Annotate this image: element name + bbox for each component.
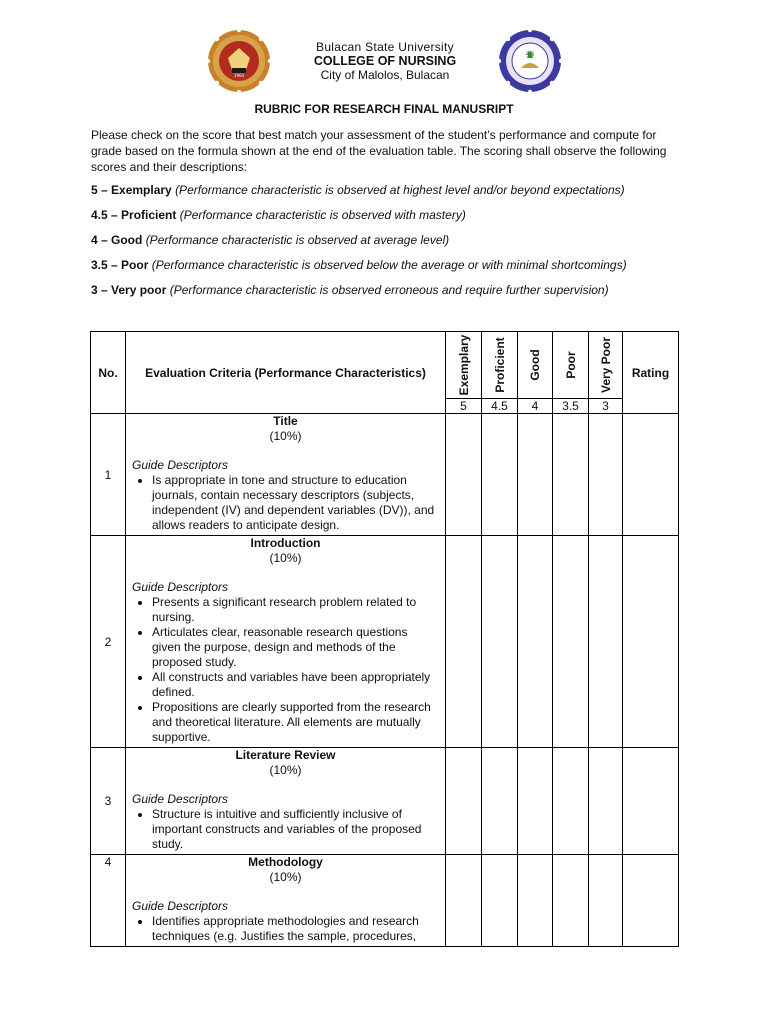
table-header-row bbox=[91, 332, 679, 399]
score-label: 3 – Very poor bbox=[91, 283, 167, 297]
college-name: COLLEGE OF NURSING bbox=[313, 54, 457, 68]
score-checkbox-cell[interactable] bbox=[553, 855, 589, 947]
descriptor-item: • Structure is intuitive and sufficiently inclusive of important constructs and variables of the proposed study. bbox=[152, 807, 439, 852]
rubric-table bbox=[90, 331, 679, 947]
criteria-weight: (10%) bbox=[269, 870, 302, 884]
descriptor-item: • All constructs and variables have been appropriately defined. bbox=[152, 670, 439, 700]
score-checkbox-cell[interactable] bbox=[482, 748, 518, 855]
svg-text:46: 46 bbox=[525, 51, 535, 58]
university-seal-logo bbox=[206, 28, 272, 94]
score-checkbox-cell[interactable] bbox=[553, 748, 589, 855]
score-description bbox=[91, 183, 625, 197]
criteria-cell bbox=[126, 414, 446, 536]
column-header-good: Good bbox=[518, 332, 553, 399]
criteria-weight: (10%) bbox=[269, 429, 302, 443]
score-checkbox-cell[interactable] bbox=[446, 748, 482, 855]
row-number: 3 bbox=[91, 748, 126, 855]
criteria-cell bbox=[126, 748, 446, 855]
row-number: 4 bbox=[91, 855, 126, 947]
criteria-cell bbox=[126, 536, 446, 748]
rating-cell[interactable] bbox=[623, 748, 679, 855]
score-checkbox-cell[interactable] bbox=[589, 536, 623, 748]
score-checkbox-cell[interactable] bbox=[518, 414, 553, 536]
criteria-weight: (10%) bbox=[269, 763, 302, 777]
column-header-very-poor: Very Poor bbox=[589, 332, 623, 399]
score-desc: (Performance characteristic is observed erroneous and require further supervision) bbox=[169, 283, 609, 297]
score-description bbox=[91, 258, 627, 272]
criteria-title: Literature Review bbox=[235, 748, 336, 762]
score-checkbox-cell[interactable] bbox=[589, 414, 623, 536]
row-number: 2 bbox=[91, 536, 126, 748]
score-description bbox=[91, 233, 449, 247]
rating-cell[interactable] bbox=[623, 536, 679, 748]
svg-text:1904: 1904 bbox=[233, 73, 245, 78]
score-checkbox-cell[interactable] bbox=[482, 536, 518, 748]
criteria-title: Methodology bbox=[248, 855, 323, 869]
descriptor-item: • Presents a significant research problem related to nursing. bbox=[152, 595, 439, 625]
descriptor-item: • Identifies appropriate methodologies and research techniques (e.g. Justifies the sample, procedures, bbox=[152, 914, 439, 944]
criteria-cell bbox=[126, 855, 446, 947]
row-number: 1 bbox=[91, 414, 126, 536]
score-checkbox-cell[interactable] bbox=[482, 855, 518, 947]
guide-descriptors-label: Guide Descriptors bbox=[132, 899, 229, 913]
score-checkbox-cell[interactable] bbox=[518, 536, 553, 748]
score-value: 4.5 bbox=[482, 399, 518, 414]
score-value: 5 bbox=[446, 399, 482, 414]
column-header-proficient: Proficient bbox=[482, 332, 518, 399]
score-checkbox-cell[interactable] bbox=[518, 748, 553, 855]
column-header-rating: Rating bbox=[623, 332, 679, 414]
score-checkbox-cell[interactable] bbox=[589, 855, 623, 947]
table-row bbox=[91, 536, 679, 748]
column-header-poor: Poor bbox=[553, 332, 589, 399]
score-description bbox=[91, 283, 609, 297]
score-desc: (Performance characteristic is observed at highest level and/or beyond expectations) bbox=[175, 183, 625, 197]
score-checkbox-cell[interactable] bbox=[446, 414, 482, 536]
instructions-paragraph: Please check on the score that best match your assessment of the student’s performance and compute for grade based on the formula shown at the end of the evaluation table. The scoring shall observe the following scores and their descriptions: bbox=[91, 128, 667, 174]
university-name: Bulacan State University bbox=[316, 40, 454, 54]
table-row bbox=[91, 855, 679, 947]
column-header-criteria: Evaluation Criteria (Performance Characteristics) bbox=[126, 332, 446, 414]
header-block bbox=[290, 40, 480, 82]
table-row bbox=[91, 748, 679, 855]
score-desc: (Performance characteristic is observed at average level) bbox=[145, 233, 450, 247]
score-value: 4 bbox=[518, 399, 553, 414]
score-checkbox-cell[interactable] bbox=[482, 414, 518, 536]
criteria-title: Title bbox=[273, 414, 298, 428]
score-checkbox-cell[interactable] bbox=[518, 855, 553, 947]
criteria-title: Introduction bbox=[250, 536, 321, 550]
score-label: 4 – Good bbox=[91, 233, 143, 247]
document-title: RUBRIC FOR RESEARCH FINAL MANUSRIPT bbox=[254, 102, 514, 116]
score-value: 3 bbox=[589, 399, 623, 414]
score-checkbox-cell[interactable] bbox=[589, 748, 623, 855]
score-desc: (Performance characteristic is observed below the average or with minimal shortcomings) bbox=[151, 258, 627, 272]
score-checkbox-cell[interactable] bbox=[446, 536, 482, 748]
score-checkbox-cell[interactable] bbox=[446, 855, 482, 947]
rating-cell[interactable] bbox=[623, 414, 679, 536]
descriptor-item: • Articulates clear, reasonable research questions given the purpose, design and methods of the proposed study. bbox=[152, 625, 439, 670]
descriptor-item: • Propositions are clearly supported from the research and theoretical literature. All elements are mutually supportive. bbox=[152, 700, 439, 745]
score-description bbox=[91, 208, 466, 222]
college-seal-logo bbox=[497, 28, 563, 94]
table-row bbox=[91, 414, 679, 536]
score-label: 3.5 – Poor bbox=[91, 258, 149, 272]
score-label: 5 – Exemplary bbox=[91, 183, 172, 197]
guide-descriptors-label: Guide Descriptors bbox=[132, 792, 229, 806]
score-value: 3.5 bbox=[553, 399, 589, 414]
column-header-exemplary: Exemplary bbox=[446, 332, 482, 399]
city-name: City of Malolos, Bulacan bbox=[320, 68, 450, 82]
score-label: 4.5 – Proficient bbox=[91, 208, 177, 222]
rating-cell[interactable] bbox=[623, 855, 679, 947]
score-checkbox-cell[interactable] bbox=[553, 414, 589, 536]
descriptor-item: • Is appropriate in tone and structure to education journals, contain necessary descriptors (subjects, independent (IV) and dependent variables (DV)), and allows readers to anticipate design. bbox=[152, 473, 439, 533]
criteria-weight: (10%) bbox=[269, 551, 302, 565]
score-desc: (Performance characteristic is observed with mastery) bbox=[179, 208, 466, 222]
guide-descriptors-label: Guide Descriptors bbox=[132, 580, 229, 594]
guide-descriptors-label: Guide Descriptors bbox=[132, 458, 229, 472]
column-header-no: No. bbox=[91, 332, 126, 414]
score-checkbox-cell[interactable] bbox=[553, 536, 589, 748]
